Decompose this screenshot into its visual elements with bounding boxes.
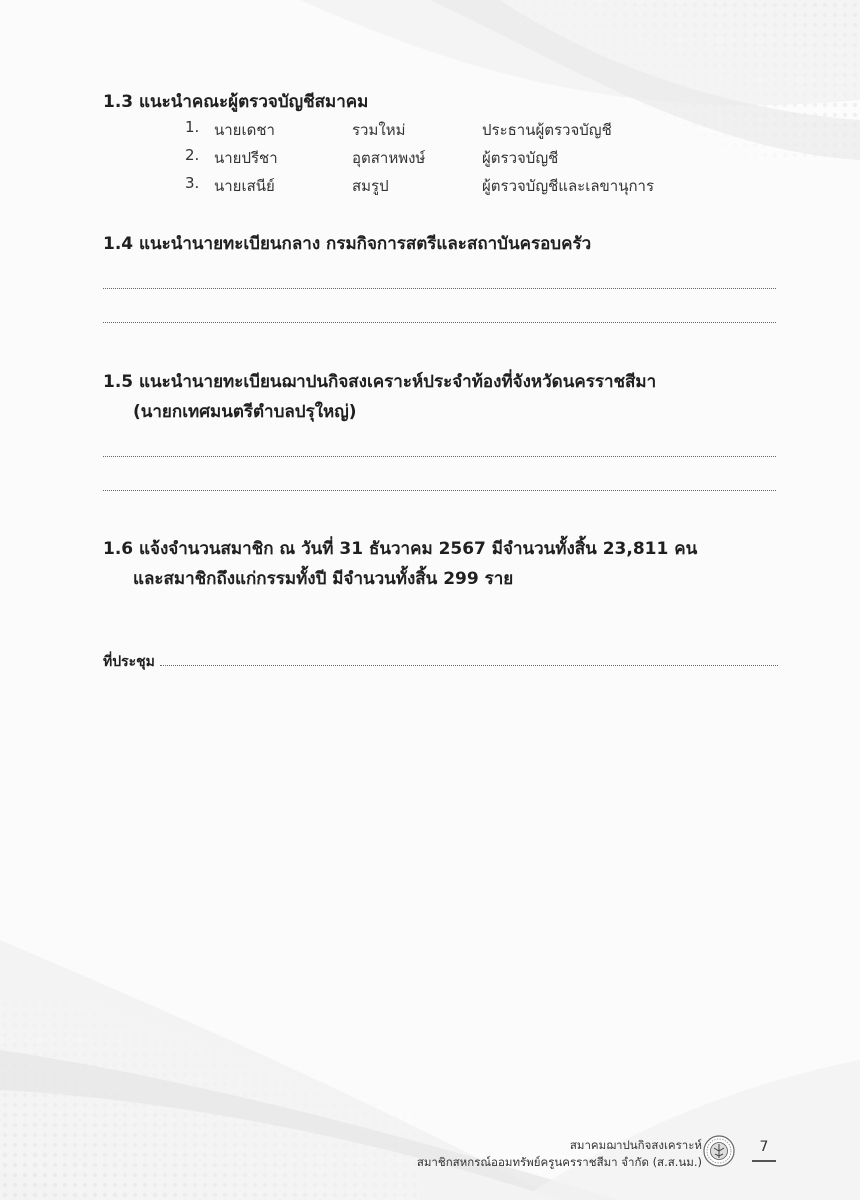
- section-1-6-title: 1.6 แจ้งจำนวนสมาชิก ณ วันที่ 31 ธันวาคม 2567 มีจำนวนทั้งสิ้น 23,811 คน: [103, 539, 698, 559]
- page-number-underline: [752, 1160, 776, 1162]
- member-role: ผู้ตรวจบัญชี: [482, 149, 559, 167]
- association-emblem-icon: [703, 1135, 735, 1167]
- member-first-name: นายปรีชา: [214, 149, 278, 167]
- member-role: ผู้ตรวจบัญชีและเลขานุการ: [482, 177, 655, 195]
- member-number: 1.: [185, 118, 200, 136]
- member-first-name: นายเสนีย์: [214, 177, 275, 195]
- meeting-place-line[interactable]: [160, 665, 778, 666]
- section-1-4-title: 1.4 แนะนำนายทะเบียนกลาง กรมกิจการสตรีและสถาบันครอบครัว: [103, 234, 592, 254]
- write-in-line[interactable]: [103, 456, 776, 457]
- footer-org-name: สมาคมฌาปนกิจสงเคราะห์: [569, 1138, 702, 1152]
- section-1-5-title: 1.5 แนะนำนายทะเบียนฌาปนกิจสงเคราะห์ประจำท้องที่จังหวัดนครราชสีมา: [103, 372, 657, 392]
- member-number: 3.: [185, 174, 200, 192]
- meeting-place-label: ที่ประชุม: [103, 654, 155, 670]
- member-last-name: อุตสาหพงษ์: [352, 149, 426, 167]
- section-1-5-subtitle: (นายกเทศมนตรีตำบลปรุใหญ่): [133, 402, 357, 422]
- write-in-line[interactable]: [103, 322, 776, 323]
- member-role: ประธานผู้ตรวจบัญชี: [482, 121, 612, 139]
- member-first-name: นายเดชา: [214, 121, 275, 139]
- page-number: 7: [759, 1139, 769, 1155]
- footer-org-subtitle: สมาชิกสหกรณ์ออมทรัพย์ครูนครราชสีมา จำกัด (ส.ส.นม.): [416, 1155, 702, 1169]
- write-in-line[interactable]: [103, 490, 776, 491]
- section-1-3-title: 1.3 แนะนำคณะผู้ตรวจบัญชีสมาคม: [103, 92, 369, 112]
- section-1-6-subtitle: และสมาชิกถึงแก่กรรมทั้งปี มีจำนวนทั้งสิ้น 299 ราย: [133, 569, 514, 589]
- write-in-line[interactable]: [103, 288, 776, 289]
- member-last-name: รวมใหม่: [352, 121, 406, 139]
- member-number: 2.: [185, 146, 200, 164]
- member-last-name: สมรูป: [352, 177, 389, 195]
